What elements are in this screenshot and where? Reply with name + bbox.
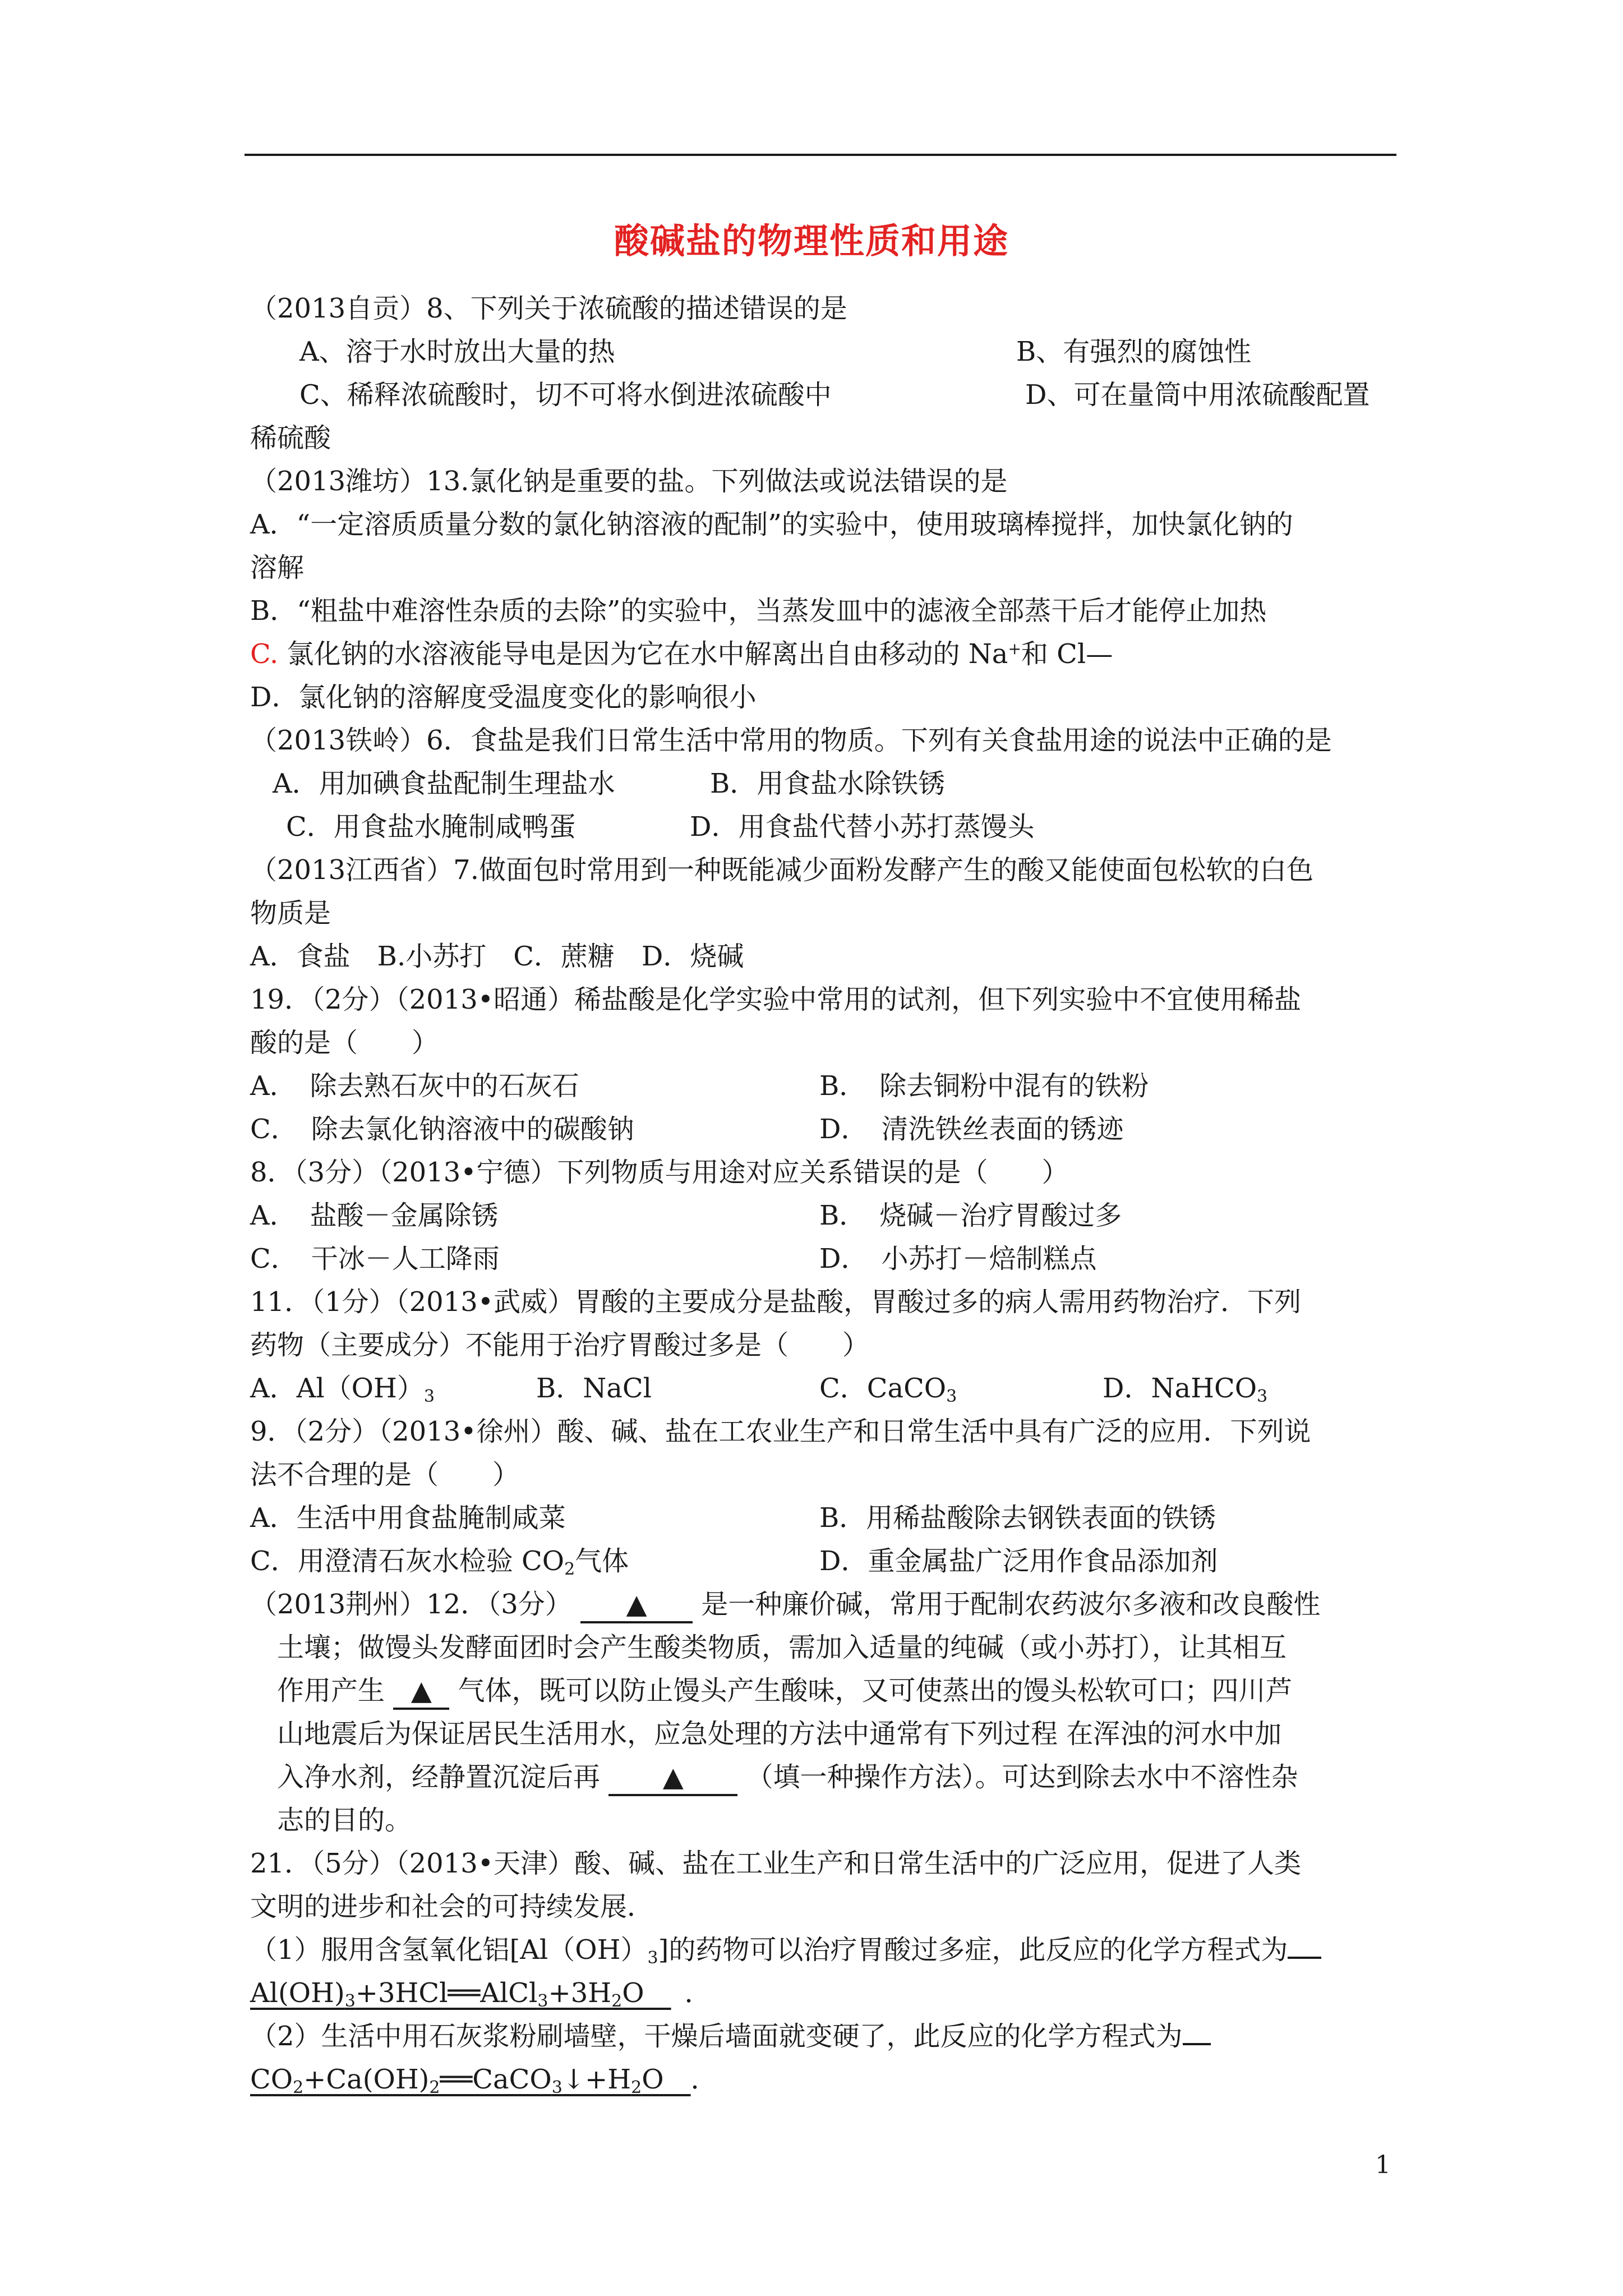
question-8-options-cd [250, 1540, 1394, 1583]
option-a: A．用加碘食盐配制生理盐水 [273, 768, 615, 799]
header-rule [245, 154, 1396, 156]
question-4-stem: （2013江西省）7.做面包时常用到一种既能减少面粉发酵产生的酸又能使面包松软的白色 [250, 854, 1313, 886]
question-2-option-a-continued: 溶解 [250, 552, 305, 583]
option-a: A．$Al(OH)_3$ [250, 1373, 435, 1406]
question-5-options-ab [250, 1065, 1394, 1108]
page-number: 1 [1375, 2151, 1391, 2179]
option-c: C．用澄清石灰水检验 $CO_2$气体 [250, 1545, 629, 1579]
question-7-options [250, 1367, 1394, 1410]
option-b: B、有强烈的腐蚀性 [1016, 336, 1252, 367]
question-5-options-cd [250, 1108, 1394, 1151]
page-title: 酸碱盐的物理性质和用途 [614, 220, 1009, 261]
option-d: D． 清洗铁丝表面的锈迹 [819, 1114, 1124, 1145]
option-c: C．用食盐水腌制咸鸭蛋 [286, 811, 576, 843]
answer-lead-2 [1183, 2043, 1211, 2045]
option-d: D．NaHCO$_3$ [1103, 1373, 1268, 1406]
question-9-line-3: 作用产生 ▲ 气体，既可以防止馒头产生酸味，又可使蒸出的馒头松软可口；四川芦 [250, 1669, 1394, 1713]
option-a: A、溶于水时放出大量的热 [299, 336, 615, 367]
option-b: B． 除去铜粉中混有的铁粉 [819, 1070, 1149, 1102]
question-1-stem: （2013自贡）8、下列关于浓硫酸的描述错误的是 [250, 293, 847, 324]
question-10-answer-1: $Al(OH)_3+3HCl══AlCl_3+3H_2O$ ． [250, 1977, 712, 2011]
question-2-option-b: B．“粗盐中难溶性杂质的去除”的实验中，当蒸发皿中的滤液全部蒸干后才能停止加热 [250, 595, 1267, 627]
option-a: A． 除去熟石灰中的石灰石 [250, 1070, 579, 1102]
option-d: D．重金属盐广泛用作食品添加剂 [819, 1545, 1218, 1577]
option-c: C． 除去氯化钠溶液中的碳酸钠 [250, 1114, 634, 1145]
equation-answer-2: $CO_2+Ca(OH)_2══CaCO_3↓+H_2O$ [250, 2064, 664, 2097]
option-a: A． 盐酸－金属除锈 [250, 1200, 499, 1231]
equation-answer-1: $Al(OH)_3+3HCl══AlCl_3+3H_2O$ [250, 1977, 644, 2011]
question-3-options-cd [250, 806, 1394, 849]
option-c-label: C. [250, 638, 279, 670]
question-4-options: A．食盐 B.小苏打 C．蔗糖 D．烧碱 [250, 941, 744, 972]
option-d: D．用食盐代替小苏打蒸馒头 [690, 811, 1035, 843]
document-body [250, 287, 1394, 2101]
question-8-stem-continued: 法不合理的是（ ） [250, 1459, 520, 1490]
question-7-stem-continued: 药物（主要成分）不能用于治疗胃酸过多是（ ） [250, 1329, 870, 1361]
question-10-part-2: （2）生活中用石灰浆粉刷墙壁，干燥后墙面就变硬了，此反应的化学方程式为 [250, 2015, 1394, 2058]
question-10-answer-2: $CO_2+Ca(OH)_2══CaCO_3↓+H_2O$ ． [250, 2064, 718, 2097]
question-9-line-6: 志的目的。 [277, 1805, 412, 1836]
answer-blank-2[interactable]: ▲ [393, 1674, 449, 1710]
option-d: D． 小苏打－焙制糕点 [819, 1243, 1097, 1274]
option-a: A．生活中用食盐腌制咸菜 [250, 1502, 566, 1534]
question-7-stem: 11．（1分）（2013•武威）胃酸的主要成分是盐酸，胃酸过多的病人需用药物治疗．下列 [250, 1286, 1302, 1318]
question-2-option-a: A．“一定溶质质量分数的氯化钠溶液的配制”的实验中，使用玻璃棒搅拌，加快氯化钠的 [250, 509, 1293, 540]
option-c: C、稀释浓硫酸时，切不可将水倒进浓硫酸中 [299, 379, 832, 411]
question-2-option-c: C. 氯化钠的水溶液能导电是因为它在水中解离出自由移动的 Na+和 Cl— [250, 638, 1113, 670]
question-2-stem: （2013潍坊）13.氯化钠是重要的盐。下列做法或说法错误的是 [250, 466, 1008, 497]
option-c: C． 干冰－人工降雨 [250, 1243, 500, 1274]
answer-blank-1[interactable]: ▲ [580, 1588, 693, 1623]
question-8-options-ab [250, 1497, 1394, 1540]
question-9-line-5: 入净水剂，经静置沉淀后再 ▲ （填一种操作方法）。可达到除去水中不溶性杂 [250, 1756, 1394, 1799]
question-10-stem: 21．（5分）（2013•天津）酸、碱、盐在工业生产和日常生活中的广泛应用，促进了人类 [250, 1848, 1302, 1879]
question-9-line-1: （2013荆州）12．（3分） ▲ 是一种廉价碱，常用于配制农药波尔多液和改良酸性 [250, 1583, 1394, 1626]
question-6-options-cd [250, 1237, 1394, 1281]
option-b: B．用稀盐酸除去钢铁表面的铁锈 [819, 1502, 1216, 1534]
question-10-part-1: （1）服用含氢氧化铝$[Al(OH)_3]$的药物可以治疗胃酸过多症，此反应的化学方程式为 [250, 1929, 1394, 1972]
question-9-line-4: 山地震后为保证居民生活用水，应急处理的方法中通常有下列过程 在浑浊的河水中加 [277, 1718, 1282, 1750]
question-9-line-2: 土壤；做馒头发酵面团时会产生酸类物质，需加入适量的纯碱（或小苏打），让其相互 [277, 1632, 1287, 1663]
question-1-option-d-continued: 稀硫酸 [250, 422, 331, 454]
option-b: B． 烧碱－治疗胃酸过多 [819, 1200, 1122, 1231]
answer-lead-1 [1288, 1957, 1321, 1959]
question-1-options-cd [250, 374, 1394, 417]
question-4-stem-continued: 物质是 [250, 898, 331, 929]
question-3-options-ab [250, 762, 1394, 806]
question-5-stem-continued: 酸的是（ ） [250, 1027, 439, 1059]
question-10-stem-continued: 文明的进步和社会的可持续发展． [250, 1891, 654, 1922]
question-2-option-d: D．氯化钠的溶解度受温度变化的影响很小 [250, 682, 757, 713]
option-c: C．CaCO$_3$ [819, 1373, 957, 1406]
question-6-stem: 8．（3分）（2013•宁德）下列物质与用途对应关系错误的是（ ） [250, 1157, 1069, 1188]
answer-blank-3[interactable]: ▲ [608, 1760, 737, 1796]
question-6-options-ab [250, 1194, 1394, 1237]
option-b: B．用食盐水除铁锈 [710, 768, 946, 799]
option-b: B．NaCl [536, 1373, 652, 1404]
question-8-stem: 9．（2分）（2013•徐州）酸、碱、盐在工农业生产和日常生活中具有广泛的应用．下列说 [250, 1416, 1311, 1447]
option-d: D、可在量筒中用浓硫酸配置 [1025, 379, 1370, 411]
question-5-stem: 19．（2分）（2013•昭通）稀盐酸是化学实验中常用的试剂，但下列实验中不宜使用稀盐 [250, 984, 1302, 1015]
question-1-options-ab [250, 330, 1394, 374]
question-3-stem: （2013铁岭）6．食盐是我们日常生活中常用的物质。下列有关食盐用途的说法中正确的是 [250, 725, 1332, 756]
